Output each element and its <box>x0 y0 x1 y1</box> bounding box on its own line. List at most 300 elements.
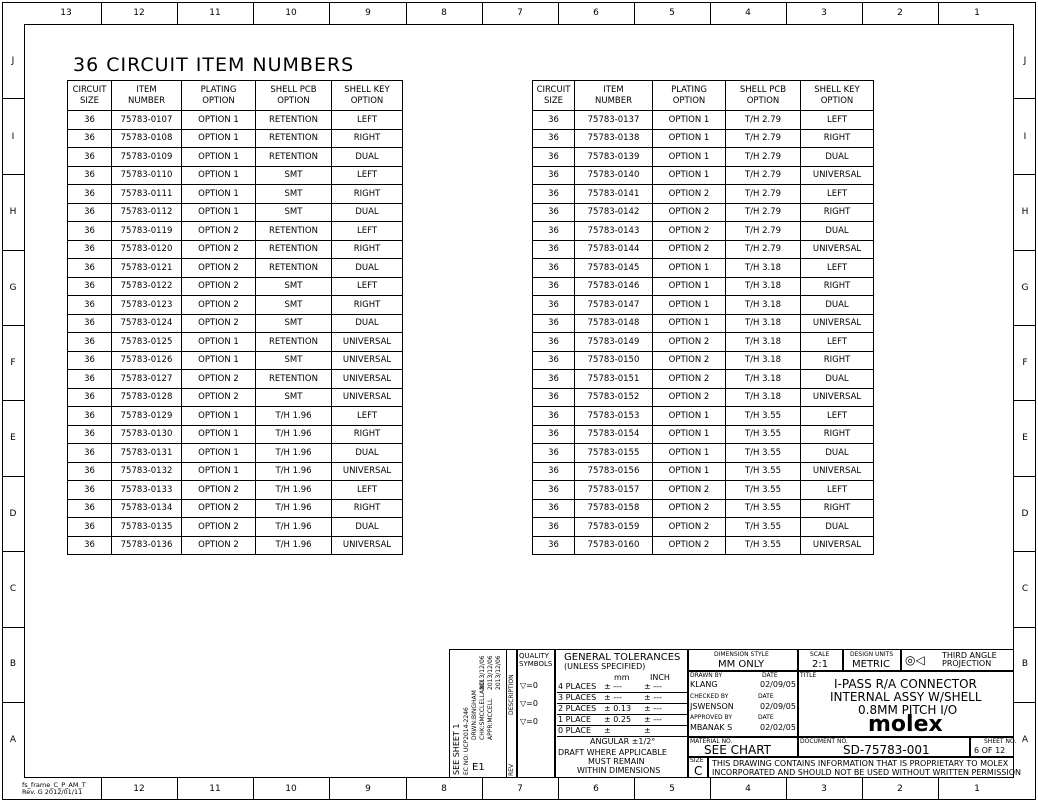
table-cell: UNIVERSAL <box>801 240 874 259</box>
zone-tick <box>786 778 787 800</box>
table-row <box>68 388 403 407</box>
table-cell: 75783-0134 <box>112 499 182 518</box>
table-cell: OPTION 1 <box>182 129 256 148</box>
table-cell: 75783-0124 <box>112 314 182 333</box>
table-cell: T/H 3.18 <box>726 259 801 278</box>
table-cell: T/H 1.96 <box>256 499 332 518</box>
table-cell: 36 <box>68 203 112 222</box>
table-cell: UNIVERSAL <box>332 388 403 407</box>
table-cell: 75783-0135 <box>112 518 182 537</box>
projection-icon: ◎◁ <box>905 653 925 667</box>
approved-date: 02/02/05 <box>760 723 796 732</box>
table-cell: RIGHT <box>801 129 874 148</box>
zone-column-label: 2 <box>897 8 903 18</box>
table-cell: OPTION 1 <box>653 407 726 426</box>
table-cell: DUAL <box>332 314 403 333</box>
table-cell: 36 <box>68 111 112 130</box>
rev-date-1: 2013/12/06 <box>479 655 486 690</box>
zone-tick <box>1014 250 1036 251</box>
column-header: SHELL KEY OPTION <box>801 81 874 111</box>
table-cell: T/H 1.96 <box>256 425 332 444</box>
table-cell: 75783-0158 <box>575 499 653 518</box>
drawn-by-rev: DRWN:BINGHAM <box>471 690 478 740</box>
table-cell: T/H 3.55 <box>726 481 801 500</box>
tolerance-inch: ± --- <box>644 704 662 713</box>
zone-column-label: 9 <box>365 8 371 18</box>
molex-logo: molex <box>868 712 943 737</box>
table-cell: 36 <box>533 333 575 352</box>
checked-date-label: DATE <box>758 693 774 700</box>
table-row <box>533 185 874 204</box>
quality-symbols-label: QUALITY SYMBOLS <box>519 652 553 668</box>
table-cell: OPTION 2 <box>182 499 256 518</box>
table-cell: 36 <box>533 462 575 481</box>
table-cell: RIGHT <box>332 185 403 204</box>
table-cell: DUAL <box>332 148 403 167</box>
material-label: MATERIAL NO. <box>690 738 733 745</box>
table-cell: DUAL <box>801 148 874 167</box>
table-cell: 36 <box>68 462 112 481</box>
table-cell: OPTION 2 <box>182 240 256 259</box>
general-tolerances-label: GENERAL TOLERANCES <box>564 652 681 663</box>
table-cell: 36 <box>68 444 112 463</box>
table-cell: RETENTION <box>256 129 332 148</box>
table-cell: T/H 3.18 <box>726 333 801 352</box>
tolerance-mm: ± <box>604 726 611 735</box>
see-sheet: SEE SHEET 1 <box>452 723 461 775</box>
table-cell: 36 <box>68 388 112 407</box>
table-cell: T/H 2.79 <box>726 185 801 204</box>
zone-tick <box>862 778 863 800</box>
table-cell: OPTION 2 <box>182 388 256 407</box>
table-row <box>533 370 874 389</box>
table-cell: OPTION 2 <box>182 536 256 555</box>
table-cell: LEFT <box>801 111 874 130</box>
table-cell: 36 <box>533 222 575 241</box>
table-cell: LEFT <box>801 481 874 500</box>
table-cell: T/H 1.96 <box>256 481 332 500</box>
tolerance-mm: ± 0.25 <box>604 715 632 724</box>
rev-date-2: 2013/12/06 <box>487 655 494 690</box>
table-row <box>68 296 403 315</box>
table-cell: OPTION 2 <box>182 277 256 296</box>
table-cell: 36 <box>68 222 112 241</box>
table-row <box>533 203 874 222</box>
table-cell: 75783-0132 <box>112 462 182 481</box>
table-cell: OPTION 2 <box>653 518 726 537</box>
table-cell: T/H 3.18 <box>726 277 801 296</box>
zone-tick <box>1014 98 1036 99</box>
table-cell: 75783-0128 <box>112 388 182 407</box>
zone-tick <box>482 778 483 800</box>
projection-label: THIRD ANGLE PROJECTION <box>942 651 997 668</box>
table-header-row <box>68 81 403 111</box>
table-row <box>533 333 874 352</box>
table-row <box>68 240 403 259</box>
table-cell: RETENTION <box>256 111 332 130</box>
zone-column-label: 2 <box>897 784 903 794</box>
zone-column-label: 6 <box>593 784 599 794</box>
table-cell: T/H 3.18 <box>726 388 801 407</box>
table-cell: 36 <box>68 351 112 370</box>
zone-row-label: J <box>1023 56 1027 66</box>
table-cell: DUAL <box>332 444 403 463</box>
table-cell: RIGHT <box>332 499 403 518</box>
table-cell: DUAL <box>332 259 403 278</box>
table-cell: OPTION 2 <box>182 222 256 241</box>
table-cell: T/H 3.18 <box>726 351 801 370</box>
table-cell: RETENTION <box>256 148 332 167</box>
must-remain-note: MUST REMAIN <box>588 757 645 766</box>
zone-row-label: J <box>11 56 15 66</box>
table-row <box>68 536 403 555</box>
table-cell: T/H 3.55 <box>726 518 801 537</box>
zone-tick <box>2 98 24 99</box>
table-cell: T/H 2.79 <box>726 166 801 185</box>
table-cell: 75783-0112 <box>112 203 182 222</box>
table-cell: 75783-0123 <box>112 296 182 315</box>
table-cell: UNIVERSAL <box>332 351 403 370</box>
zone-row-label: A <box>9 735 17 745</box>
table-row <box>68 203 403 222</box>
table-row <box>533 314 874 333</box>
ec-number: EC NO: UCP2014-2246 <box>463 707 470 775</box>
table-cell: 36 <box>68 481 112 500</box>
unless-specified-label: (UNLESS SPECIFIED) <box>564 662 646 671</box>
table-cell: 75783-0138 <box>575 129 653 148</box>
table-row <box>533 277 874 296</box>
table-cell: 75783-0141 <box>575 185 653 204</box>
zone-tick <box>253 778 254 800</box>
tolerance-label: 4 PLACES <box>558 682 597 691</box>
tolerance-mm: ± --- <box>604 682 622 691</box>
table-cell: LEFT <box>332 277 403 296</box>
table-cell: OPTION 1 <box>182 407 256 426</box>
drawn-by-label: DRAWN BY <box>690 672 723 679</box>
table-row <box>68 444 403 463</box>
table-cell: 75783-0136 <box>112 536 182 555</box>
table-row <box>533 536 874 555</box>
zone-tick <box>634 2 635 24</box>
zone-row-label: D <box>9 509 17 519</box>
drawn-by: KLANG <box>690 680 718 689</box>
table-cell: DUAL <box>801 518 874 537</box>
table-cell: LEFT <box>332 111 403 130</box>
zone-row-label: C <box>9 584 17 594</box>
table-row <box>68 499 403 518</box>
table-cell: OPTION 1 <box>182 425 256 444</box>
table-cell: T/H 2.79 <box>726 240 801 259</box>
table-cell: 36 <box>533 240 575 259</box>
table-cell: OPTION 1 <box>653 129 726 148</box>
zone-tick <box>1014 551 1036 552</box>
zone-tick <box>710 778 711 800</box>
table-cell: OPTION 2 <box>653 203 726 222</box>
table-cell: T/H 3.55 <box>726 425 801 444</box>
table-cell: OPTION 1 <box>182 203 256 222</box>
title-line-2: INTERNAL ASSY W/SHELL <box>830 690 982 704</box>
table-cell: 75783-0126 <box>112 351 182 370</box>
zone-tick <box>938 2 939 24</box>
zone-column-label: 8 <box>441 784 447 794</box>
table-cell: 75783-0139 <box>575 148 653 167</box>
table-cell: 75783-0152 <box>575 388 653 407</box>
zone-row-label: E <box>10 433 16 443</box>
table-cell: OPTION 1 <box>182 351 256 370</box>
table-cell: 36 <box>533 148 575 167</box>
table-cell: T/H 3.55 <box>726 499 801 518</box>
triangle-icon: ▽ <box>520 699 527 708</box>
table-cell: 36 <box>68 499 112 518</box>
table-cell: RIGHT <box>332 129 403 148</box>
table-cell: 75783-0107 <box>112 111 182 130</box>
table-row <box>533 351 874 370</box>
item-table-right <box>532 80 874 555</box>
table-row <box>68 462 403 481</box>
table-cell: 36 <box>68 240 112 259</box>
table-row <box>533 240 874 259</box>
tolerance-label: 1 PLACE <box>558 715 592 724</box>
table-cell: 75783-0137 <box>575 111 653 130</box>
table-cell: OPTION 1 <box>653 111 726 130</box>
table-cell: RIGHT <box>801 351 874 370</box>
table-row <box>533 481 874 500</box>
table-cell: RETENTION <box>256 370 332 389</box>
table-cell: 75783-0146 <box>575 277 653 296</box>
table-row <box>68 314 403 333</box>
table-cell: OPTION 1 <box>182 166 256 185</box>
zone-row-label: H <box>1021 207 1029 217</box>
table-cell: OPTION 1 <box>653 259 726 278</box>
zone-row-label: F <box>1022 358 1028 368</box>
within-dimensions-note: WITHIN DIMENSIONS <box>577 766 661 775</box>
table-cell: 36 <box>533 388 575 407</box>
table-cell: 36 <box>533 481 575 500</box>
table-cell: 36 <box>68 333 112 352</box>
table-cell: 36 <box>533 203 575 222</box>
table-row <box>533 444 874 463</box>
sheet-label: SHEET NO. <box>984 738 1017 745</box>
zone-row-label: A <box>1021 735 1029 745</box>
document-label: DOCUMENT NO. <box>800 738 848 745</box>
table-cell: UNIVERSAL <box>332 333 403 352</box>
table-cell: 75783-0156 <box>575 462 653 481</box>
page-title: 36 CIRCUIT ITEM NUMBERS <box>73 54 355 76</box>
table-cell: 75783-0153 <box>575 407 653 426</box>
table-cell: LEFT <box>332 166 403 185</box>
table-cell: 75783-0148 <box>575 314 653 333</box>
table-cell: T/H 2.79 <box>726 222 801 241</box>
table-cell: 75783-0130 <box>112 425 182 444</box>
table-cell: 75783-0144 <box>575 240 653 259</box>
table-cell: OPTION 1 <box>653 444 726 463</box>
table-cell: 36 <box>533 425 575 444</box>
table-cell: UNIVERSAL <box>332 370 403 389</box>
table-cell: T/H 3.18 <box>726 296 801 315</box>
zone-column-label: 7 <box>517 8 523 18</box>
table-row <box>533 259 874 278</box>
table-cell: T/H 2.79 <box>726 111 801 130</box>
table-cell: DUAL <box>801 444 874 463</box>
checked-date: 02/09/05 <box>760 702 796 711</box>
zone-tick <box>406 2 407 24</box>
table-cell: OPTION 2 <box>182 296 256 315</box>
table-cell: 75783-0143 <box>575 222 653 241</box>
table-cell: DUAL <box>801 370 874 389</box>
item-table-left <box>67 80 403 555</box>
table-cell: 75783-0160 <box>575 536 653 555</box>
table-cell: RIGHT <box>801 425 874 444</box>
inch-header: INCH <box>650 673 670 682</box>
table-cell: 36 <box>68 370 112 389</box>
table-cell: OPTION 2 <box>653 185 726 204</box>
checked-by: JSWENSON <box>690 702 734 711</box>
zone-tick <box>786 2 787 24</box>
zone-tick <box>2 702 24 703</box>
table-cell: 75783-0147 <box>575 296 653 315</box>
zone-row-label: C <box>1021 584 1029 594</box>
table-row <box>533 222 874 241</box>
table-cell: 36 <box>533 296 575 315</box>
triangle-icon: ▽ <box>520 681 527 690</box>
table-cell: OPTION 1 <box>182 185 256 204</box>
scale-label: SCALE <box>810 651 830 658</box>
zone-tick <box>1014 174 1036 175</box>
tolerance-label: 3 PLACES <box>558 693 597 702</box>
zone-tick <box>253 2 254 24</box>
table-cell: OPTION 1 <box>653 277 726 296</box>
table-cell: OPTION 2 <box>182 518 256 537</box>
table-cell: SMT <box>256 388 332 407</box>
table-cell: OPTION 2 <box>182 259 256 278</box>
column-header: ITEM NUMBER <box>112 81 182 111</box>
approved-by: MBANAK S <box>690 723 733 732</box>
zone-tick <box>406 778 407 800</box>
zone-tick <box>2 627 24 628</box>
table-cell: SMT <box>256 166 332 185</box>
table-row <box>533 388 874 407</box>
tolerance-inch: ± --- <box>644 682 662 691</box>
zone-tick <box>558 778 559 800</box>
zone-column-label: 9 <box>365 784 371 794</box>
angular-tolerance: ANGULAR ±1/2° <box>590 737 656 746</box>
column-header: PLATING OPTION <box>182 81 256 111</box>
table-cell: RIGHT <box>801 203 874 222</box>
tolerance-label: 2 PLACES <box>558 704 597 713</box>
material-value: SEE CHART <box>704 743 772 757</box>
table-cell: T/H 1.96 <box>256 407 332 426</box>
zone-column-label: 11 <box>209 784 221 794</box>
table-cell: OPTION 1 <box>182 148 256 167</box>
zone-tick <box>710 2 711 24</box>
zone-tick <box>1014 627 1036 628</box>
table-cell: 75783-0108 <box>112 129 182 148</box>
table-cell: OPTION 1 <box>653 314 726 333</box>
table-row <box>68 407 403 426</box>
table-row <box>533 166 874 185</box>
zone-tick <box>2 476 24 477</box>
table-cell: 75783-0129 <box>112 407 182 426</box>
table-cell: 75783-0120 <box>112 240 182 259</box>
table-cell: OPTION 2 <box>653 370 726 389</box>
table-cell: 36 <box>68 536 112 555</box>
frame-id: fs_frame_C_P_AM_T Rev. G 2012/01/11 <box>22 781 86 796</box>
table-cell: DUAL <box>332 518 403 537</box>
zone-column-label: 11 <box>209 8 221 18</box>
quality-symbols-cell <box>517 649 555 778</box>
table-cell: 75783-0111 <box>112 185 182 204</box>
table-cell: RIGHT <box>332 296 403 315</box>
table-cell: 75783-0149 <box>575 333 653 352</box>
table-cell: RETENTION <box>256 240 332 259</box>
zone-row-label: B <box>9 659 17 669</box>
table-cell: 75783-0157 <box>575 481 653 500</box>
scale-value: 2:1 <box>812 659 829 670</box>
zone-row-label: E <box>1022 433 1028 443</box>
table-cell: OPTION 2 <box>653 351 726 370</box>
table-cell: 75783-0110 <box>112 166 182 185</box>
table-cell: 36 <box>533 351 575 370</box>
table-row <box>68 370 403 389</box>
table-row <box>68 222 403 241</box>
table-cell: OPTION 1 <box>653 166 726 185</box>
column-header: PLATING OPTION <box>653 81 726 111</box>
table-row <box>533 425 874 444</box>
title-label: TITLE <box>800 672 817 679</box>
zone-tick <box>177 778 178 800</box>
table-cell: OPTION 1 <box>182 111 256 130</box>
table-cell: T/H 1.96 <box>256 536 332 555</box>
table-row <box>68 185 403 204</box>
zone-column-label: 7 <box>517 784 523 794</box>
zone-tick <box>2 250 24 251</box>
table-cell: 75783-0142 <box>575 203 653 222</box>
document-number: SD-75783-001 <box>843 743 930 757</box>
zone-tick <box>329 2 330 24</box>
approved-by-rev: APPR:MCCELL <box>487 698 494 740</box>
table-cell: 36 <box>533 314 575 333</box>
draft-note: DRAFT WHERE APPLICABLE <box>558 748 667 757</box>
column-header: CIRCUIT SIZE <box>533 81 575 111</box>
zone-row-label: H <box>9 207 17 217</box>
tolerance-inch: ± --- <box>644 693 662 702</box>
tolerance-label: 0 PLACE <box>558 726 592 735</box>
zone-tick <box>634 778 635 800</box>
drawn-date-label: DATE <box>762 672 778 679</box>
design-units-value: METRIC <box>852 659 890 670</box>
table-cell: OPTION 2 <box>182 481 256 500</box>
zone-tick <box>482 2 483 24</box>
table-cell: 75783-0125 <box>112 333 182 352</box>
table-cell: RIGHT <box>801 277 874 296</box>
table-cell: UNIVERSAL <box>801 388 874 407</box>
table-cell: LEFT <box>801 185 874 204</box>
sheet-number: 6 OF 12 <box>974 746 1006 755</box>
table-cell: 75783-0140 <box>575 166 653 185</box>
table-cell: T/H 3.55 <box>726 407 801 426</box>
table-cell: 36 <box>533 370 575 389</box>
table-cell: 75783-0150 <box>575 351 653 370</box>
table-cell: SMT <box>256 277 332 296</box>
table-cell: OPTION 1 <box>653 462 726 481</box>
mm-header: mm <box>614 673 630 682</box>
table-cell: SMT <box>256 351 332 370</box>
table-row <box>533 518 874 537</box>
drawn-date: 02/09/05 <box>760 680 796 689</box>
table-cell: 75783-0151 <box>575 370 653 389</box>
rev-date-3: 2013/12/06 <box>495 655 502 690</box>
table-cell: 36 <box>533 129 575 148</box>
